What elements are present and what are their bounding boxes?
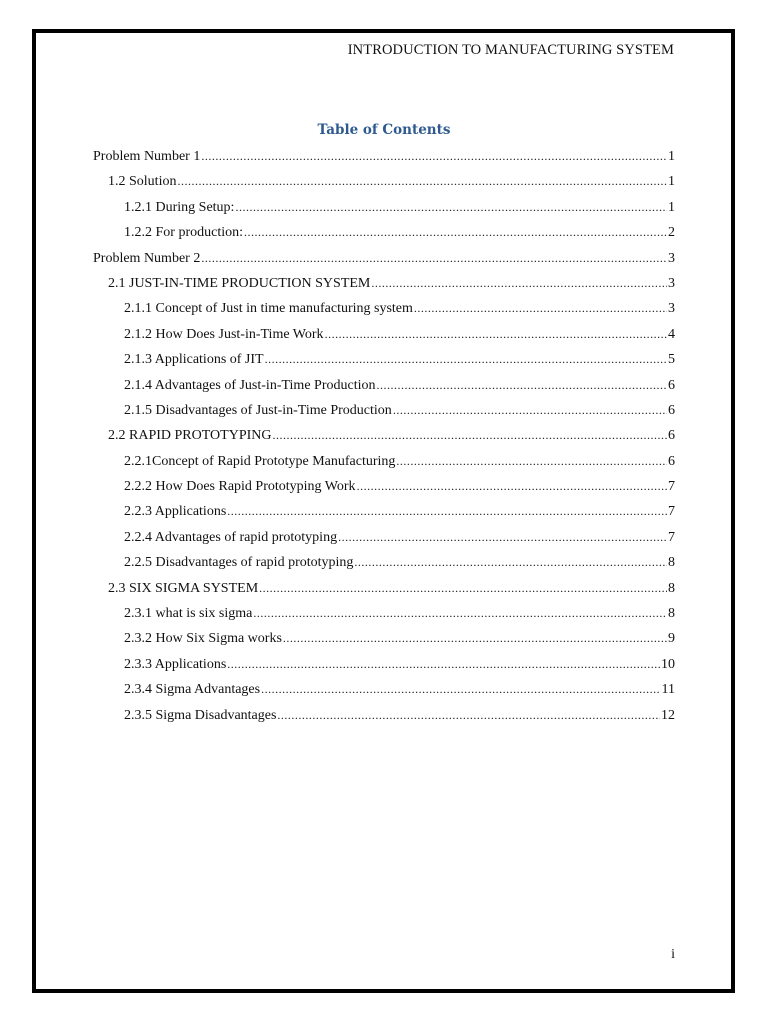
toc-entry-title: 2.2 RAPID PROTOTYPING xyxy=(108,428,272,444)
toc-entry-title: 2.3.1 what is six sigma xyxy=(124,606,253,622)
toc-entry[interactable] xyxy=(93,603,675,628)
toc-dot-leader xyxy=(235,197,667,217)
toc-entry-title: 1.2.2 For production: xyxy=(124,225,243,241)
toc-entry-page-number: 7 xyxy=(668,479,675,495)
toc-entry[interactable] xyxy=(93,654,675,679)
toc-entry-title: 2.3 SIX SIGMA SYSTEM xyxy=(108,580,259,596)
toc-entry[interactable] xyxy=(93,146,675,171)
toc-entry-page-number: 10 xyxy=(661,656,675,672)
toc-entry[interactable] xyxy=(93,298,675,323)
toc-dot-leader xyxy=(354,552,667,572)
toc-entry-page-number: 8 xyxy=(668,555,675,571)
toc-title: Table of Contents xyxy=(317,122,451,138)
toc-entry-page-number: 1 xyxy=(668,199,675,215)
toc-entry-title: 2.2.4 Advantages of rapid prototyping xyxy=(124,529,338,545)
toc-entry-title: 2.3.3 Applications xyxy=(124,656,227,672)
toc-dot-leader xyxy=(272,425,667,445)
toc-entry-title: 2.3.4 Sigma Advantages xyxy=(124,682,261,698)
toc-entry-page-number: 6 xyxy=(668,402,675,418)
toc-entry-title: 2.3.2 How Six Sigma works xyxy=(124,631,282,647)
toc-entry-title: 2.1.2 How Does Just-in-Time Work xyxy=(124,326,324,342)
toc-entry-page-number: 8 xyxy=(668,606,675,622)
running-header: INTRODUCTION TO MANUFACTURING SYSTEM xyxy=(347,42,674,58)
toc-entry-title: 2.3.5 Sigma Disadvantages xyxy=(124,707,277,723)
toc-dot-leader xyxy=(261,679,660,699)
toc-dot-leader xyxy=(393,400,667,420)
toc-entry[interactable] xyxy=(93,324,675,349)
toc-entry-page-number: 9 xyxy=(668,631,675,647)
toc-entry[interactable] xyxy=(93,705,675,730)
toc-entry-title: 2.2.2 How Does Rapid Prototyping Work xyxy=(124,479,356,495)
toc-dot-leader xyxy=(414,298,667,318)
toc-entry-title: 2.1 JUST-IN-TIME PRODUCTION SYSTEM xyxy=(108,275,371,291)
toc-dot-leader xyxy=(259,578,667,598)
toc-dot-leader xyxy=(325,324,667,344)
toc-entry-page-number: 3 xyxy=(668,275,675,291)
toc-entry[interactable] xyxy=(93,552,675,577)
toc-dot-leader xyxy=(244,222,667,242)
toc-entry-page-number: 6 xyxy=(668,428,675,444)
toc-entry-title: Problem Number 2 xyxy=(93,250,201,266)
toc-entry-title: 2.1.1 Concept of Just in time manufacturing system xyxy=(124,301,413,317)
toc-entry[interactable] xyxy=(93,222,675,247)
toc-entry-title: 2.2.5 Disadvantages of rapid prototyping xyxy=(124,555,354,571)
toc-entry-page-number: 1 xyxy=(668,174,675,190)
toc-entry-page-number: 1 xyxy=(668,149,675,164)
toc-entry[interactable] xyxy=(93,527,675,552)
toc-entry[interactable] xyxy=(93,171,675,196)
toc-entry[interactable] xyxy=(93,375,675,400)
toc-dot-leader xyxy=(227,501,667,521)
toc-entry[interactable] xyxy=(93,425,675,450)
toc-entry-page-number: 4 xyxy=(668,326,675,342)
toc-dot-leader xyxy=(283,628,667,648)
toc-entry[interactable] xyxy=(93,679,675,704)
toc-entry-page-number: 11 xyxy=(661,682,675,698)
toc-entry-title: 1.2 Solution xyxy=(108,174,177,190)
toc-entry-page-number: 2 xyxy=(668,225,675,241)
toc-entry[interactable] xyxy=(93,197,675,222)
toc-entry-page-number: 6 xyxy=(668,453,675,469)
toc-entry[interactable] xyxy=(93,476,675,501)
toc-dot-leader xyxy=(253,603,667,623)
toc-entry-title: 2.1.5 Disadvantages of Just-in-Time Production xyxy=(124,402,392,418)
toc-entry-page-number: 6 xyxy=(668,377,675,393)
toc-entry-title: 1.2.1 During Setup: xyxy=(124,199,235,215)
toc-entry[interactable] xyxy=(93,501,675,526)
toc-entry[interactable] xyxy=(93,451,675,476)
page-number: i xyxy=(671,947,675,962)
toc-entry[interactable] xyxy=(93,248,675,273)
table-of-contents xyxy=(93,146,675,730)
toc-entry-title: 2.1.3 Applications of JIT xyxy=(124,352,264,368)
toc-entry[interactable] xyxy=(93,578,675,603)
toc-dot-leader xyxy=(357,476,667,496)
toc-entry-title: 2.1.4 Advantages of Just-in-Time Production xyxy=(124,377,376,393)
toc-entry-page-number: 7 xyxy=(668,504,675,520)
toc-entry-page-number: 8 xyxy=(668,580,675,596)
toc-entry[interactable] xyxy=(93,273,675,298)
toc-entry-page-number: 3 xyxy=(668,301,675,317)
toc-dot-leader xyxy=(265,349,667,369)
toc-dot-leader xyxy=(227,654,660,674)
toc-entry-page-number: 5 xyxy=(668,352,675,368)
toc-dot-leader xyxy=(177,171,667,191)
toc-dot-leader xyxy=(371,273,667,293)
toc-dot-leader xyxy=(396,451,667,471)
toc-entry-title: Problem Number 1 xyxy=(93,149,201,164)
toc-entry[interactable] xyxy=(93,400,675,425)
toc-entry[interactable] xyxy=(93,628,675,653)
toc-entry-page-number: 7 xyxy=(668,529,675,545)
toc-dot-leader xyxy=(338,527,667,547)
toc-entry-page-number: 3 xyxy=(668,250,675,266)
toc-entry-title: 2.2.1Concept of Rapid Prototype Manufacturing xyxy=(124,453,396,469)
toc-dot-leader xyxy=(201,248,667,268)
toc-dot-leader xyxy=(201,146,667,166)
toc-dot-leader xyxy=(277,705,660,725)
toc-entry[interactable] xyxy=(93,349,675,374)
toc-entry-title: 2.2.3 Applications xyxy=(124,504,227,520)
toc-dot-leader xyxy=(376,375,667,395)
toc-entry-page-number: 12 xyxy=(661,707,675,723)
